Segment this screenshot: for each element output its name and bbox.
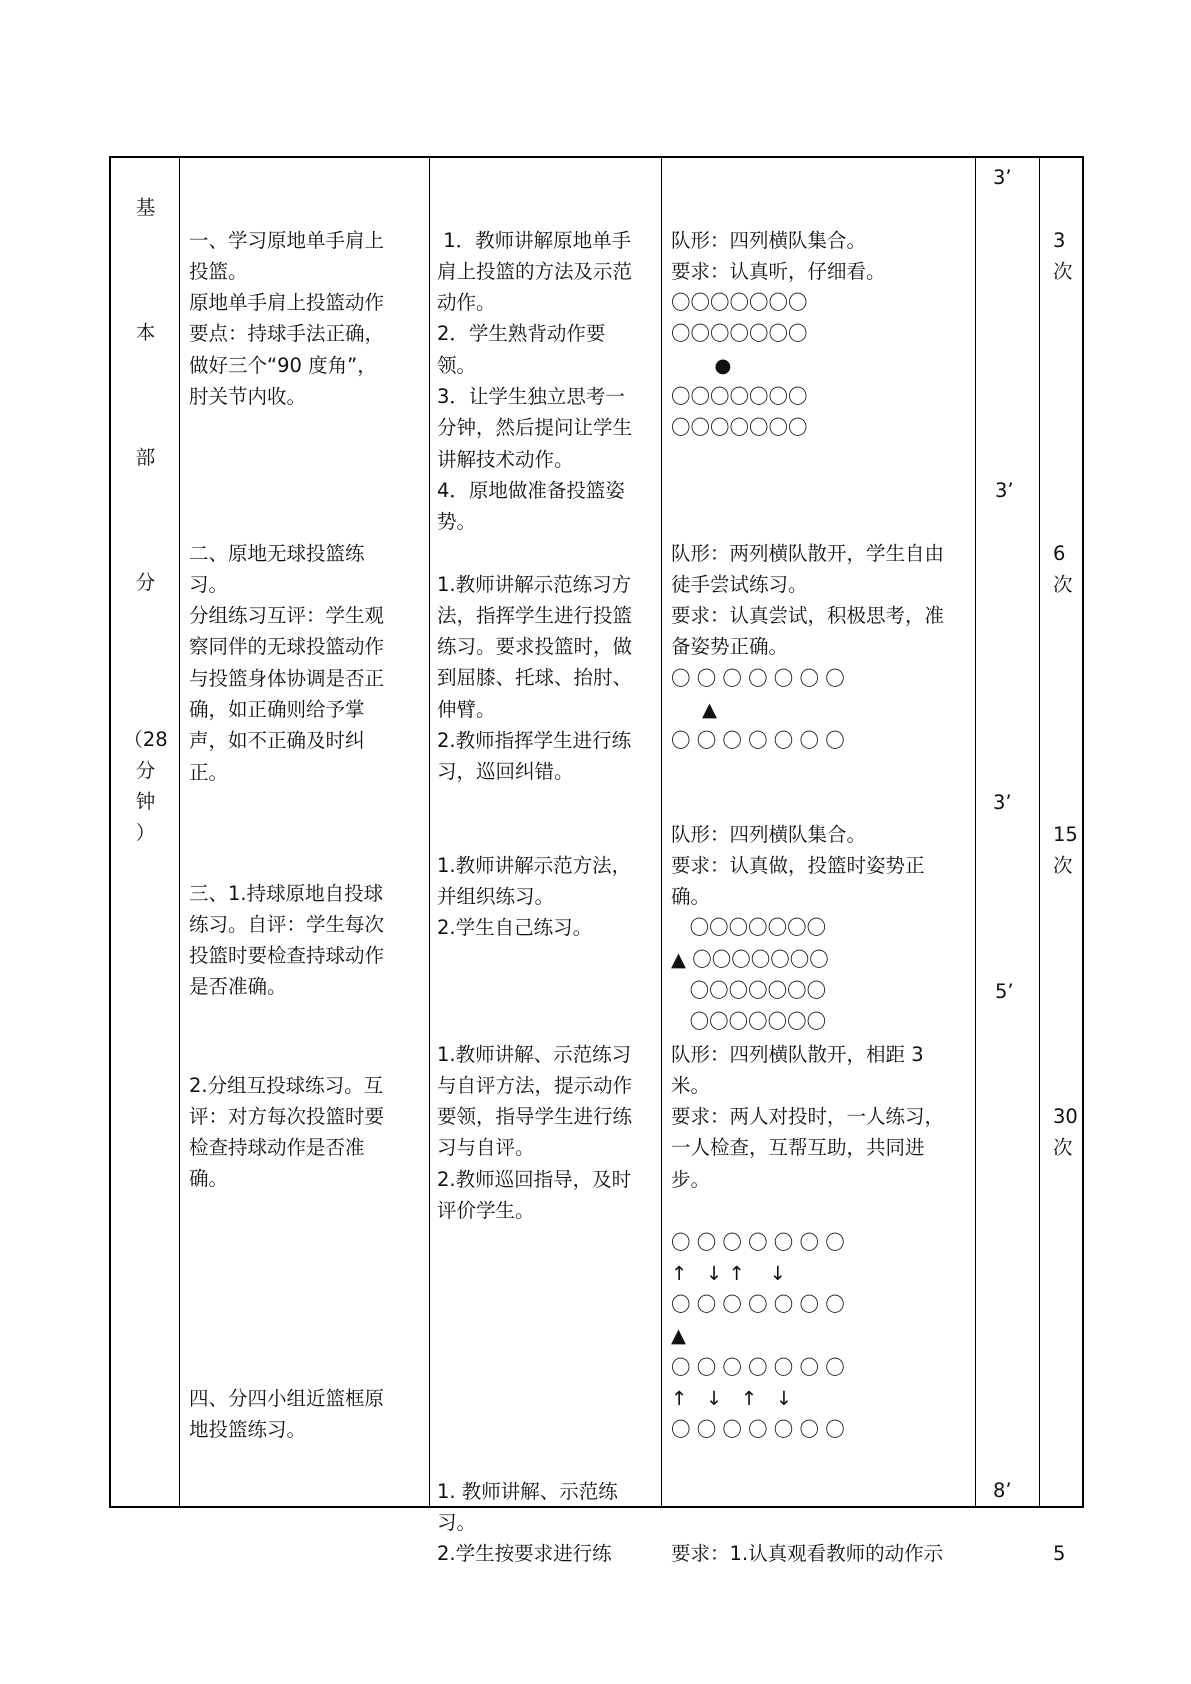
count-cell: 6 次 <box>1053 541 1073 596</box>
time-cell: 3’ <box>993 791 1012 814</box>
content-cell: 一、学习原地单手肩上 投篮。 原地单手肩上投篮动作 要点：持球手法正确， 做好三个“90 度角”， 肘关节内收。 <box>189 228 385 409</box>
method-cell: 1.教师讲解示范方法， 并组织练习。 2.学生自己练习。 <box>437 853 632 940</box>
section-duration: 分 <box>135 759 156 782</box>
lesson-plan-table <box>109 156 1084 1566</box>
organization-cell: 队形：两列横队散开，学生自由 徒手尝试练习。 要求：认真尝试，积极思考，准 备姿势正确。 〇 〇 〇 〇 〇 〇 〇 ▲ 〇 〇 〇 〇 〇 〇 〇 <box>671 541 945 753</box>
method-cell: 1．教师讲解原地单手 肩上投篮的方法及示范 动作。 2．学生熟背动作要 领。 3．让学生独立思考一 分钟，然后提问让学生 讲解技术动作。 4．原地做准备投篮姿 势。 <box>437 228 633 534</box>
section-char: 部 <box>135 446 156 469</box>
time-cell: 3’ <box>995 479 1014 502</box>
section-char: 基 <box>135 196 156 219</box>
content-cell: 四、分四小组近篮框原 地投篮练习。 <box>189 1386 385 1441</box>
section-char: 本 <box>135 321 156 344</box>
organization-cell: 队形：四列横队集合。 要求：认真做，投篮时姿势正 确。 〇〇〇〇〇〇〇 ▲ 〇〇〇〇〇〇〇 〇〇〇〇〇〇〇 〇〇〇〇〇〇〇 <box>671 822 925 1034</box>
time-cell: 3’ <box>993 166 1012 189</box>
organization-cell: 队形：四列横队集合。 要求：认真听，仔细看。 〇〇〇〇〇〇〇 〇〇〇〇〇〇〇 ● 〇〇〇〇〇〇〇 〇〇〇〇〇〇〇 <box>671 228 886 440</box>
count-cell: 5 <box>1053 1541 1066 1565</box>
section-duration: 钟 <box>135 790 156 813</box>
organization-cell: 队形：四列横队散开，相距 3 米。 要求：两人对投时，一人练习， 一人检查，互帮互助，共同进 步。 <box>671 1042 945 1191</box>
formation-diagram: 〇 〇 〇 〇 〇 〇 〇 ↑ ↓ ↑ ↓ 〇 〇 〇 〇 〇 〇 〇 ▲ 〇 〇 〇 〇 〇 〇 〇 ↑ ↓ ↑ ↓ 〇 〇 〇 〇 〇 〇 〇 <box>671 1230 845 1442</box>
organization-cell: 要求：1.认真观看教师的动作示 <box>671 1541 944 1565</box>
method-cell: 1. 教师讲解、示范练 习。 2.学生按要求进行练 <box>437 1479 618 1566</box>
time-cell: 5’ <box>995 980 1014 1003</box>
content-cell: 三、1.持球原地自投球 练习。自评：学生每次 投篮时要检查持球动作 是否准确。 <box>189 881 385 999</box>
method-cell: 1.教师讲解示范练习方 法，指挥学生进行投篮 练习。要求投篮时，做 到屈膝、托球、抬肘、 伸臂。 2.教师指挥学生进行练 习，巡回纠错。 <box>437 572 633 784</box>
method-cell: 1.教师讲解、示范练习 与自评方法，提示动作 要领，指导学生进行练 习与自评。 2.教师巡回指导，及时 评价学生。 <box>437 1042 633 1223</box>
content-cell: 二、原地无球投篮练 习。 分组练习互评：学生观 察同伴的无球投篮动作 与投篮身体协调是否正 确，如正确则给予掌 声，如不正确及时纠 正。 <box>189 541 385 784</box>
section-duration: （28 <box>123 728 168 751</box>
count-cell: 3 次 <box>1053 228 1073 283</box>
section-duration: ） <box>135 821 156 844</box>
column-divider <box>661 158 662 1506</box>
column-divider <box>1039 158 1040 1506</box>
column-divider <box>429 158 430 1506</box>
section-char: 分 <box>135 571 156 594</box>
column-divider <box>975 158 976 1506</box>
count-cell: 30 次 <box>1053 1104 1078 1159</box>
time-cell: 8’ <box>993 1479 1012 1502</box>
count-cell: 15 次 <box>1053 822 1078 877</box>
content-cell: 2.分组互投球练习。互 评：对方每次投篮时要 检查持球动作是否准 确。 <box>189 1073 385 1191</box>
